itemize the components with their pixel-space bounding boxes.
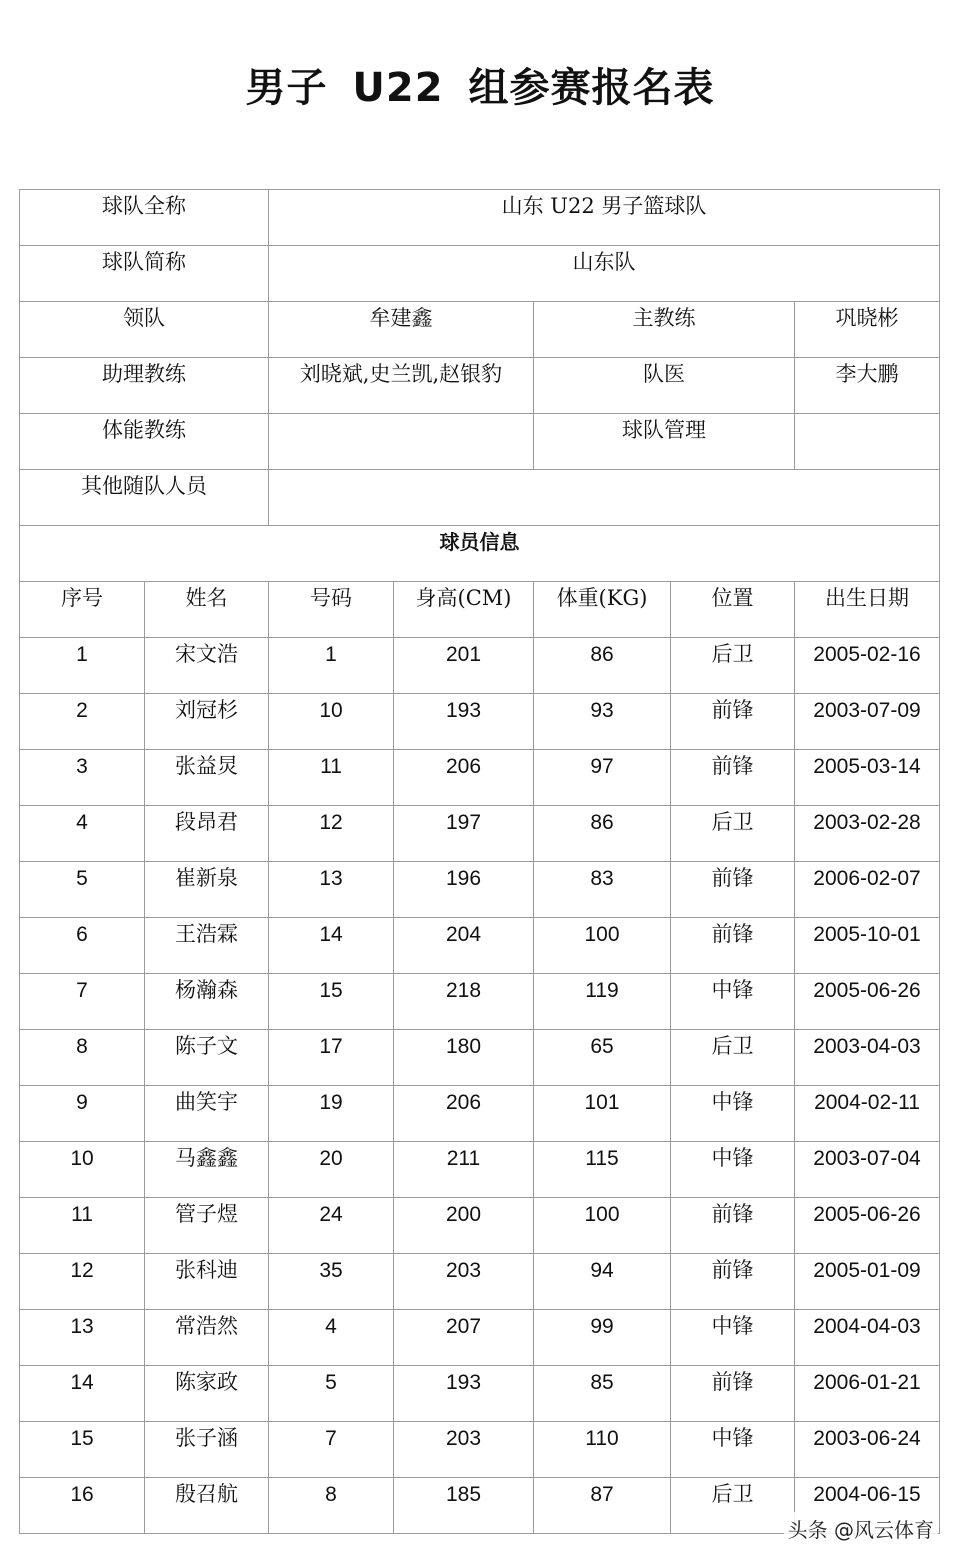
table-row (20, 694, 940, 750)
table-cell: 14 (269, 918, 394, 974)
table-cell: 陈家政 (145, 1366, 269, 1422)
table-cell: 5 (20, 862, 145, 918)
table-cell: 10 (20, 1142, 145, 1198)
column-header: 姓名 (145, 582, 269, 638)
table-cell: 115 (534, 1142, 671, 1198)
assistants-value: 刘晓斌,史兰凯,赵银豹 (269, 358, 534, 414)
fitness-value (269, 414, 534, 470)
table-cell: 100 (534, 918, 671, 974)
table-cell: 218 (394, 974, 534, 1030)
table-cell: 19 (269, 1086, 394, 1142)
table-cell: 杨瀚森 (145, 974, 269, 1030)
table-cell: 14 (20, 1366, 145, 1422)
table-cell: 9 (20, 1086, 145, 1142)
table-cell: 2005-06-26 (795, 1198, 940, 1254)
table-cell: 中锋 (671, 974, 795, 1030)
table-cell: 2003-04-03 (795, 1030, 940, 1086)
table-cell: 2003-07-09 (795, 694, 940, 750)
manager-value (795, 414, 940, 470)
table-cell: 204 (394, 918, 534, 974)
table-cell: 前锋 (671, 1366, 795, 1422)
label-cell: 球队管理 (534, 414, 795, 470)
table-cell: 中锋 (671, 1422, 795, 1478)
table-cell: 7 (269, 1422, 394, 1478)
table-cell: 10 (269, 694, 394, 750)
table-cell: 65 (534, 1030, 671, 1086)
column-header: 体重(KG) (534, 582, 671, 638)
table-cell: 110 (534, 1422, 671, 1478)
label-cell: 球队全称 (20, 190, 269, 246)
table-cell: 16 (20, 1478, 145, 1534)
table-row (20, 1254, 940, 1310)
table-cell: 7 (20, 974, 145, 1030)
table-cell: 35 (269, 1254, 394, 1310)
label-cell: 其他随队人员 (20, 470, 269, 526)
table-cell: 211 (394, 1142, 534, 1198)
table-cell: 6 (20, 918, 145, 974)
table-cell: 2006-02-07 (795, 862, 940, 918)
others-row (20, 470, 940, 526)
table-cell: 刘冠杉 (145, 694, 269, 750)
table-cell: 83 (534, 862, 671, 918)
leader-row (20, 302, 940, 358)
table-row (20, 918, 940, 974)
table-row (20, 638, 940, 694)
team-full-name: 山东 U22 男子篮球队 (269, 190, 940, 246)
table-cell: 2005-06-26 (795, 974, 940, 1030)
column-header: 身高(CM) (394, 582, 534, 638)
table-cell: 2003-02-28 (795, 806, 940, 862)
table-cell: 85 (534, 1366, 671, 1422)
table-cell: 中锋 (671, 1142, 795, 1198)
table-cell: 94 (534, 1254, 671, 1310)
table-cell: 4 (20, 806, 145, 862)
table-cell: 93 (534, 694, 671, 750)
table-cell: 185 (394, 1478, 534, 1534)
table-row (20, 1198, 940, 1254)
column-header-row (20, 582, 940, 638)
table-cell: 5 (269, 1366, 394, 1422)
table-cell: 陈子文 (145, 1030, 269, 1086)
table-cell: 后卫 (671, 806, 795, 862)
watermark: 头条 @风云体育 (784, 1512, 938, 1545)
table-cell: 段昂君 (145, 806, 269, 862)
assistant-row (20, 358, 940, 414)
table-cell: 201 (394, 638, 534, 694)
table-cell: 崔新泉 (145, 862, 269, 918)
table-cell: 86 (534, 806, 671, 862)
table-cell: 2 (20, 694, 145, 750)
table-cell: 101 (534, 1086, 671, 1142)
table-cell: 前锋 (671, 918, 795, 974)
head-coach-value: 巩晓彬 (795, 302, 940, 358)
column-header: 出生日期 (795, 582, 940, 638)
table-row (20, 1142, 940, 1198)
table-cell: 前锋 (671, 1198, 795, 1254)
table-cell: 15 (269, 974, 394, 1030)
table-cell: 207 (394, 1310, 534, 1366)
table-cell: 99 (534, 1310, 671, 1366)
table-cell: 常浩然 (145, 1310, 269, 1366)
table-cell: 180 (394, 1030, 534, 1086)
table-cell: 193 (394, 1366, 534, 1422)
table-row (20, 862, 940, 918)
table-cell: 2004-04-03 (795, 1310, 940, 1366)
table-cell: 20 (269, 1142, 394, 1198)
label-cell: 领队 (20, 302, 269, 358)
table-cell: 2005-01-09 (795, 1254, 940, 1310)
column-header: 序号 (20, 582, 145, 638)
table-cell: 前锋 (671, 1254, 795, 1310)
table-cell: 前锋 (671, 750, 795, 806)
table-cell: 193 (394, 694, 534, 750)
table-cell: 2006-01-21 (795, 1366, 940, 1422)
doctor-value: 李大鹏 (795, 358, 940, 414)
table-row (20, 806, 940, 862)
table-row (20, 1310, 940, 1366)
fitness-row (20, 414, 940, 470)
table-cell: 196 (394, 862, 534, 918)
table-cell: 2005-02-16 (795, 638, 940, 694)
table-cell: 86 (534, 638, 671, 694)
table-cell: 8 (20, 1030, 145, 1086)
table-cell: 2003-06-24 (795, 1422, 940, 1478)
table-cell: 张益炅 (145, 750, 269, 806)
team-short-name-row (20, 246, 940, 302)
label-cell: 队医 (534, 358, 795, 414)
page-title: 男子 U22 组参赛报名表 (245, 65, 715, 111)
table-cell: 15 (20, 1422, 145, 1478)
table-cell: 2003-07-04 (795, 1142, 940, 1198)
table-cell: 206 (394, 750, 534, 806)
table-cell: 2004-06-15 (795, 1478, 940, 1534)
table-cell: 张子涵 (145, 1422, 269, 1478)
table-cell: 前锋 (671, 694, 795, 750)
table-row (20, 750, 940, 806)
table-cell: 2005-03-14 (795, 750, 940, 806)
table-cell: 12 (269, 806, 394, 862)
column-header: 号码 (269, 582, 394, 638)
table-cell: 206 (394, 1086, 534, 1142)
table-cell: 97 (534, 750, 671, 806)
others-value (269, 470, 940, 526)
leader-value: 牟建鑫 (269, 302, 534, 358)
table-row (20, 1086, 940, 1142)
label-cell: 体能教练 (20, 414, 269, 470)
table-cell: 1 (20, 638, 145, 694)
table-cell: 100 (534, 1198, 671, 1254)
team-full-name-row (20, 190, 940, 246)
table-cell: 119 (534, 974, 671, 1030)
table-cell: 后卫 (671, 1478, 795, 1534)
table-cell: 张科迪 (145, 1254, 269, 1310)
table-cell: 1 (269, 638, 394, 694)
table-row (20, 1030, 940, 1086)
table-cell: 13 (20, 1310, 145, 1366)
table-cell: 马鑫鑫 (145, 1142, 269, 1198)
table-cell: 13 (269, 862, 394, 918)
table-cell: 后卫 (671, 1030, 795, 1086)
table-cell: 4 (269, 1310, 394, 1366)
table-cell: 11 (269, 750, 394, 806)
table-cell: 12 (20, 1254, 145, 1310)
table-row (20, 974, 940, 1030)
section-heading: 球员信息 (20, 526, 940, 582)
table-cell: 2005-10-01 (795, 918, 940, 974)
table-cell: 2004-02-11 (795, 1086, 940, 1142)
label-cell: 球队简称 (20, 246, 269, 302)
team-short-name: 山东队 (269, 246, 940, 302)
table-row (20, 1422, 940, 1478)
table-cell: 前锋 (671, 862, 795, 918)
table-cell: 8 (269, 1478, 394, 1534)
registration-table (19, 189, 940, 1534)
table-cell: 中锋 (671, 1310, 795, 1366)
table-cell: 管子煜 (145, 1198, 269, 1254)
table-cell: 203 (394, 1422, 534, 1478)
table-cell: 24 (269, 1198, 394, 1254)
table-cell: 11 (20, 1198, 145, 1254)
table-row (20, 1366, 940, 1422)
table-cell: 王浩霖 (145, 918, 269, 974)
table-cell: 宋文浩 (145, 638, 269, 694)
table-cell: 203 (394, 1254, 534, 1310)
players-section-row (20, 526, 940, 582)
table-cell: 中锋 (671, 1086, 795, 1142)
column-header: 位置 (671, 582, 795, 638)
table-cell: 197 (394, 806, 534, 862)
table-cell: 17 (269, 1030, 394, 1086)
table-cell: 200 (394, 1198, 534, 1254)
table-cell: 87 (534, 1478, 671, 1534)
table-cell: 后卫 (671, 638, 795, 694)
table-cell: 3 (20, 750, 145, 806)
label-cell: 主教练 (534, 302, 795, 358)
table-cell: 殷召航 (145, 1478, 269, 1534)
table-cell: 曲笑宇 (145, 1086, 269, 1142)
label-cell: 助理教练 (20, 358, 269, 414)
